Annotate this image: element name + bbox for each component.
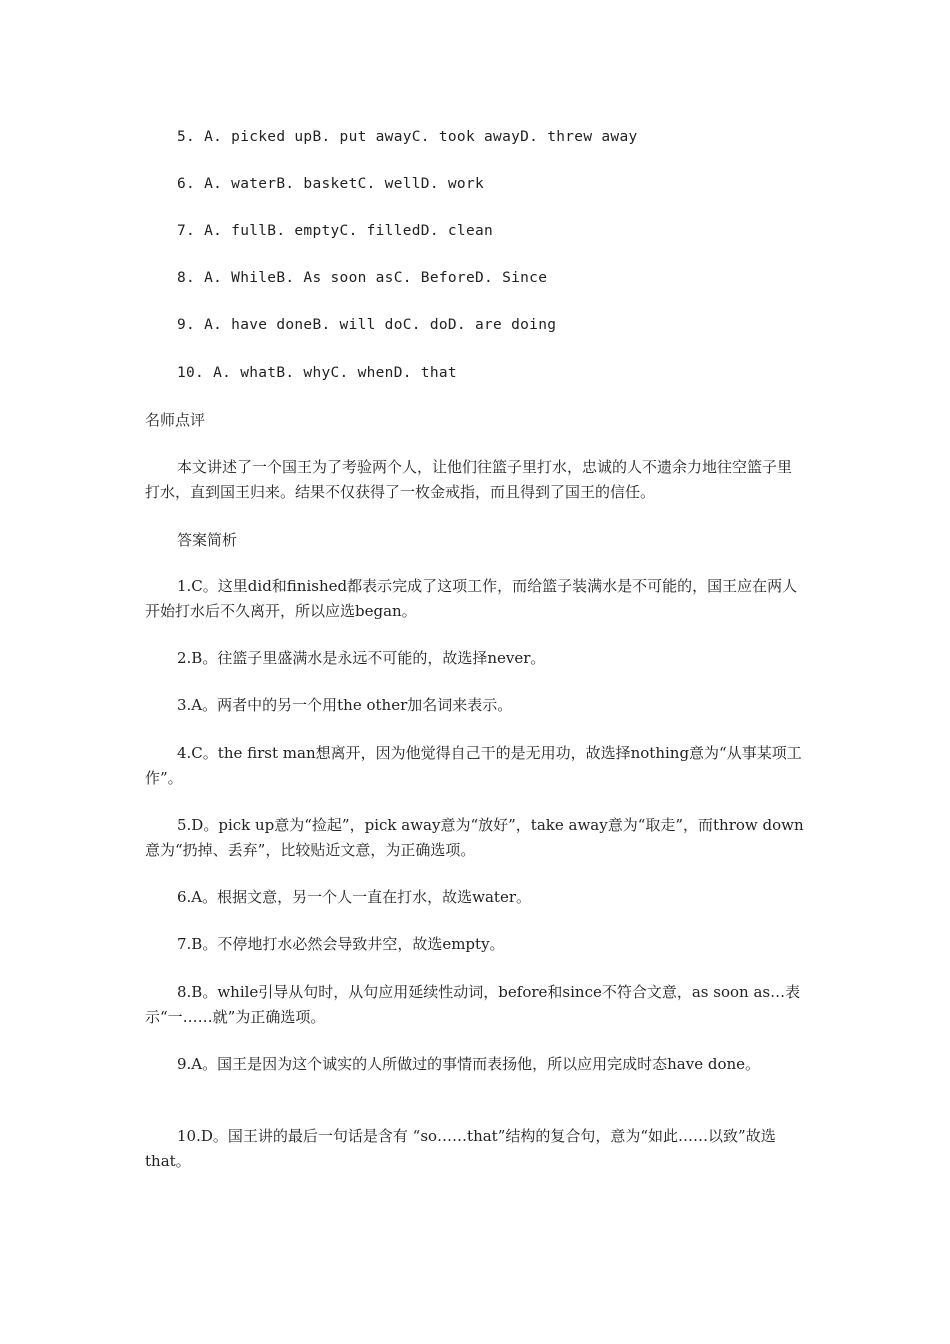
answer-text: 1.C。这里did和finished都表示完成了这项工作，而给篮子装满水是不可能的，国王应在两人开始打水后不久离开，所以应选began。 (145, 577, 798, 620)
answer-item (145, 574, 805, 624)
answer-text: 3.A。两者中的另一个用the other加名词来表示。 (177, 696, 513, 714)
answer-text: 9.A。国王是因为这个诚实的人所做过的事情而表扬他，所以应用完成时态have done。 (177, 1055, 761, 1073)
option-line-5: 5. A. picked upB. put awayC. took awayD. threw away (177, 129, 638, 145)
answer-item (145, 646, 805, 671)
answer-item (145, 1124, 805, 1174)
answer-text: 8.B。while引导从句时，从句应用延续性动词，before和since不符合文意，as soon as…表示“一……就”为正确选项。 (145, 983, 801, 1026)
option-line-7: 7. A. fullB. emptyC. filledD. clean (177, 223, 494, 239)
answer-item (145, 693, 805, 718)
comment-paragraph (145, 455, 805, 505)
option-line-9: 9. A. have doneB. will doC. doD. are doing (177, 317, 557, 333)
answer-text: 5.D。pick up意为“捡起”，pick away意为“放好”，take away意为“取走”，而throw down意为“扔掉、丢弃”，比较贴近文意，为正确选项。 (145, 816, 804, 859)
comment-heading: 名师点评 (145, 411, 206, 429)
option-line-8: 8. A. WhileB. As soon asC. BeforeD. Since (177, 270, 548, 286)
answer-item (145, 1052, 805, 1077)
answer-text: 10.D。国王讲的最后一句话是含有 “so……that”结构的复合句，意为“如此……以致”故选that。 (145, 1127, 776, 1170)
answer-text: 6.A。根据文意，另一个人一直在打水，故选water。 (177, 888, 532, 906)
answer-text: 7.B。不停地打水必然会导致井空，故选empty。 (177, 935, 505, 953)
answer-item (145, 932, 805, 957)
comment-text: 本文讲述了一个国王为了考验两个人，让他们往篮子里打水，忠诚的人不遗余力地往空篮子里打水，直到国王归来。结果不仅获得了一枚金戒指，而且得到了国王的信任。 (145, 458, 793, 501)
answer-text: 4.C。the first man想离开，因为他觉得自己干的是无用功，故选择nothing意为“从事某项工作”。 (145, 744, 802, 787)
answer-item (145, 741, 805, 791)
option-line-10: 10. A. whatB. whyC. whenD. that (177, 365, 457, 381)
answer-text: 2.B。往篮子里盛满水是永远不可能的，故选择never。 (177, 649, 546, 667)
answer-item (145, 980, 805, 1030)
answer-heading: 答案简析 (177, 531, 238, 549)
answer-item (145, 885, 805, 910)
answer-item (145, 813, 805, 863)
option-line-6: 6. A. waterB. basketC. wellD. work (177, 176, 485, 192)
